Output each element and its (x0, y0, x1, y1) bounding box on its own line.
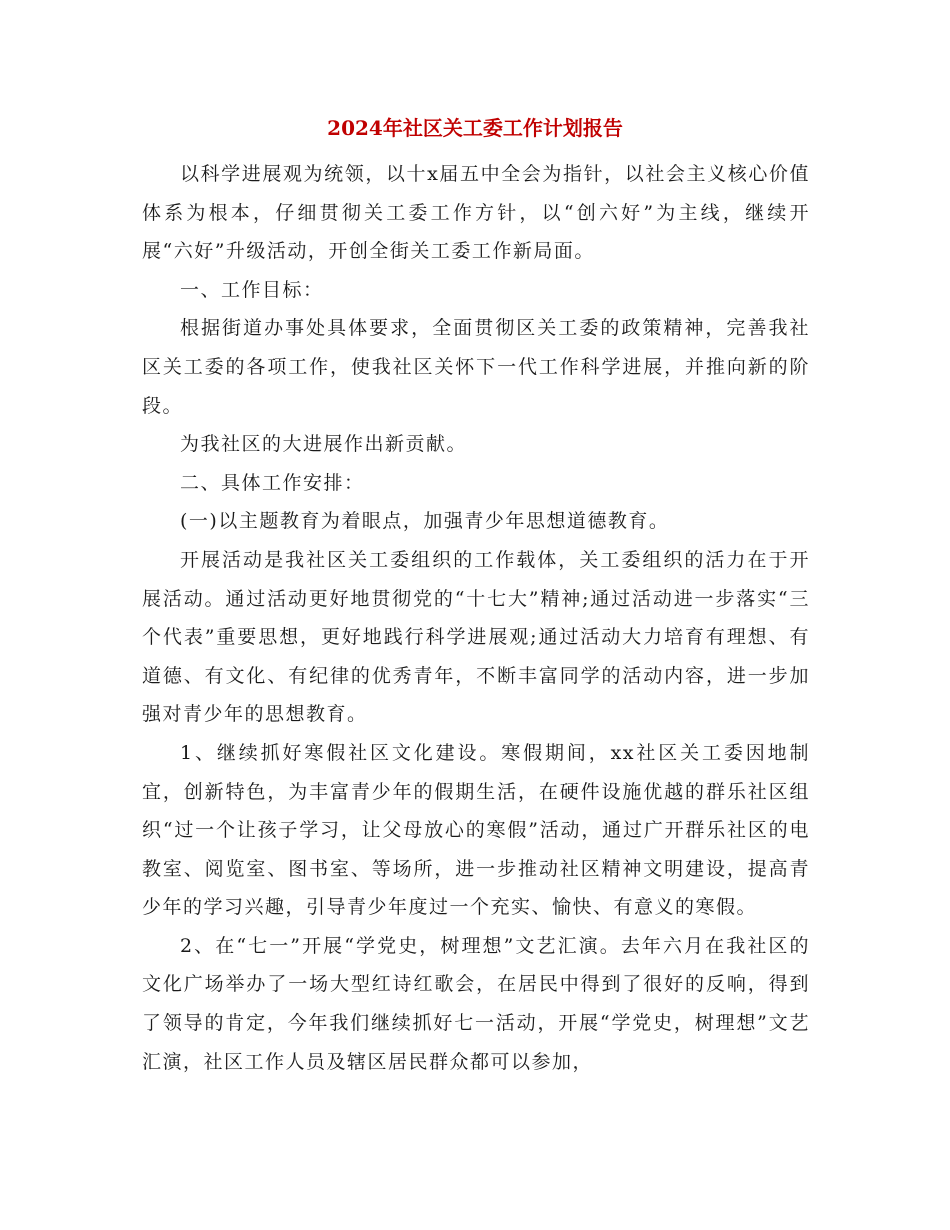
subheading-theme-education: (一)以主题教育为着眼点，加强青少年思想道德教育。 (180, 510, 670, 533)
heading-work-arrangements: 二、具体工作安排： (180, 471, 365, 494)
paragraph-item-1: 1、继续抓好寒假社区文化建设。寒假期间，xx社区关工委因地制宜，创新特色，为丰富青少年的假期生活，在硬件设施优越的群乐社区组织“过一个让孩子学习，让父母放心的寒假”活动，通过广开群乐社区的电教室、阅览室、图书室、等场所，进一步推动社区精神文明建设，提高青少年的学习兴趣，引导青少年度过一个充实、愉快、有意义的寒假。 (142, 741, 810, 919)
paragraph-item-2: 2、在“七一”开展“学党史，树理想”文艺汇演。去年六月在我社区的文化广场举办了一场大型红诗红歌会，在居民中得到了很好的反响，得到了领导的肯定，今年我们继续抓好七一活动，开展“学党史，树理想”文艺汇演，社区工作人员及辖区居民群众都可以参加， (142, 934, 810, 1073)
paragraph-activities: 开展活动是我社区关工委组织的工作载体，关工委组织的活力在于开展活动。通过活动更好地贯彻党的“十七大”精神;通过活动进一步落实“三个代表”重要思想，更好地践行科学进展观;通过活动大力培育有理想、有道德、有文化、有纪律的优秀青年，不断丰富同学的活动内容，进一步加强对青少年的思想教育。 (142, 548, 810, 726)
paragraph-intro: 以科学进展观为统领，以十x届五中全会为指针，以社会主义核心价值体系为根本，仔细贯彻关工委工作方针，以“创六好”为主线，继续开展“六好”升级活动，开创全街关工委工作新局面。 (142, 163, 810, 263)
paragraph-contribution: 为我社区的大进展作出新贡献。 (180, 433, 468, 456)
paragraph-work-goals: 根据街道办事处具体要求，全面贯彻区关工委的政策精神，完善我社区关工委的各项工作，使我社区关怀下一代工作科学进展，并推向新的阶段。 (142, 317, 810, 417)
heading-work-goals: 一、工作目标： (180, 278, 324, 301)
document-body (142, 155, 810, 1081)
document-title: 2024年社区关工委工作计划报告 (327, 116, 623, 140)
